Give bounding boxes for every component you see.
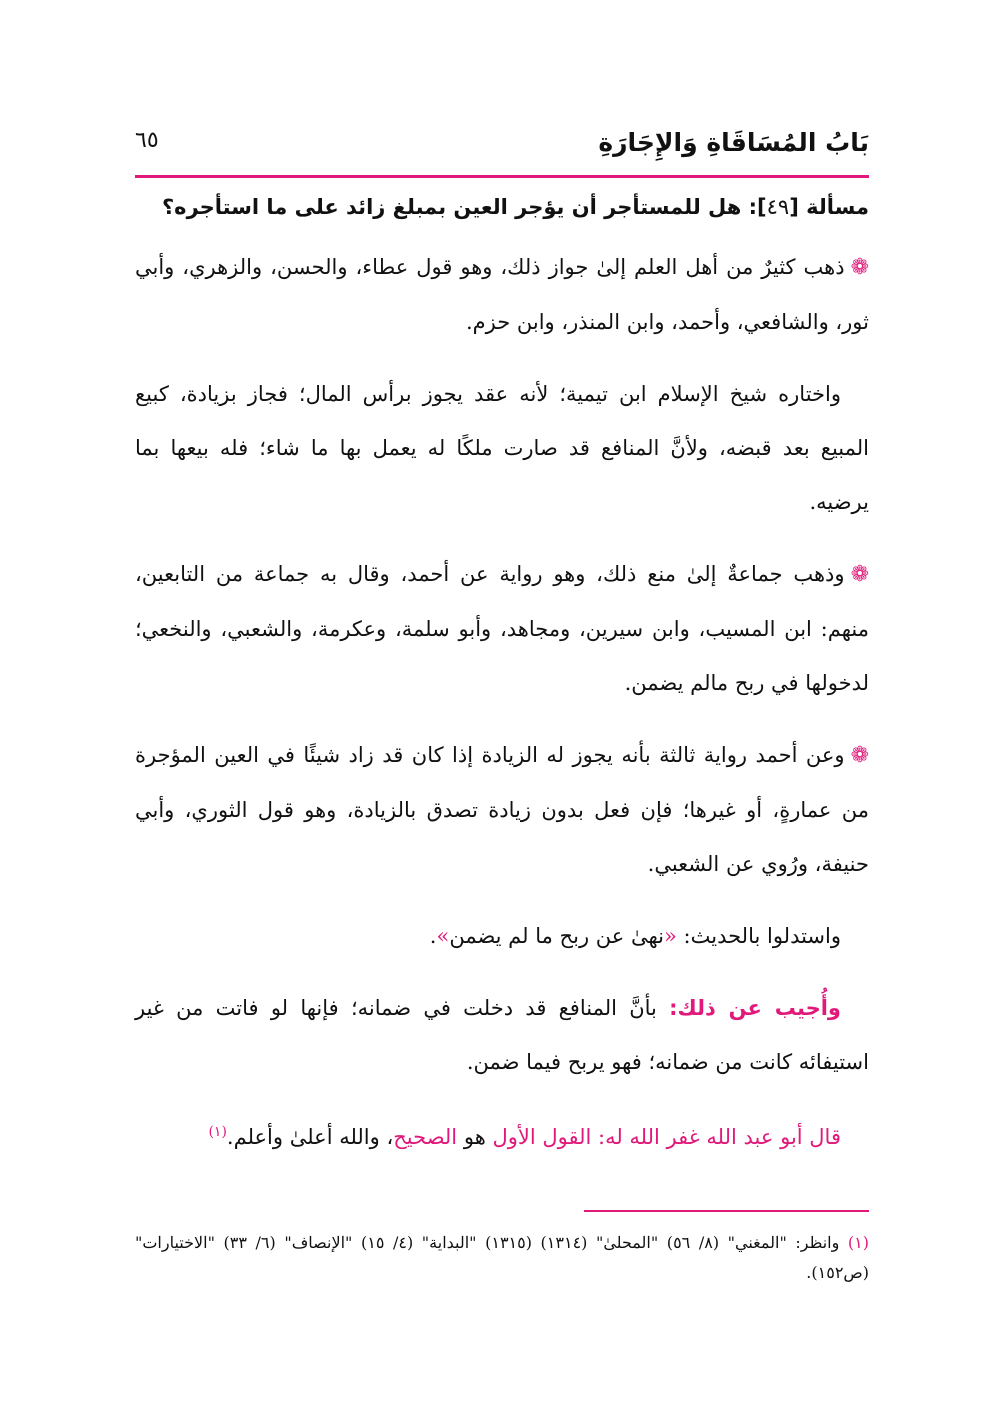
evidence-intro: واستدلوا بالحديث: xyxy=(683,924,841,948)
paragraph-1-text: ذهب كثيرٌ من أهل العلم إلىٰ جواز ذلك، وهو قول عطاء، والحسن، والزهري، وأبي ثور، والشافعي، وأحمد، وابن المنذر، وابن حزم. xyxy=(135,255,869,334)
question-text: هل للمستأجر أن يؤجر العين بمبلغ زائد على ما استأجره؟ xyxy=(161,195,742,219)
conclusion-verdict: الصحيح xyxy=(393,1125,458,1149)
answer-label: وأُجيب عن ذلك: xyxy=(669,996,841,1020)
footnote-divider xyxy=(584,1210,869,1212)
question-heading xyxy=(135,192,869,222)
footnote-number: (١) xyxy=(847,1233,870,1252)
question-prefix: مسألة [ xyxy=(789,195,869,219)
conclusion-author: قال أبو عبد الله غفر الله له: xyxy=(598,1125,841,1149)
quote-close-mark: » xyxy=(436,924,450,948)
paragraph-4-text: وعن أحمد رواية ثالثة بأنه يجوز له الزيادة إذا كان قد زاد شيئًا في العين المؤجرة من عمارةٍ، أو غيرها؛ فإن فعل بدون زيادة تصدق بالزيادة، وهو قول الثوري، وأبي حنيفة، ورُوي عن الشعبي. xyxy=(135,743,869,876)
paragraph-3 xyxy=(135,547,869,710)
conclusion xyxy=(135,1107,869,1162)
flower-icon: ❁ xyxy=(850,255,869,280)
quote-open-mark: « xyxy=(664,924,677,948)
question-suffix: ]: xyxy=(748,195,767,219)
footnote xyxy=(135,1228,869,1288)
flower-icon: ❁ xyxy=(850,743,869,768)
conclusion-middle: هو xyxy=(463,1125,486,1149)
main-content xyxy=(135,192,869,1162)
answer-text: بأنَّ المنافع قد دخلت في ضمانه؛ فإنها لو فاتت من غير استيفائه كانت من ضمانه؛ فهو يربح فيما ضمن. xyxy=(135,996,869,1074)
paragraph-6 xyxy=(135,981,869,1089)
conclusion-chosen: القول الأول xyxy=(492,1125,592,1149)
conclusion-tail: ، والله أعلىٰ وأعلم. xyxy=(226,1125,394,1149)
page-number: ٦٥ xyxy=(135,128,159,153)
footnote-text: وانظر: "المغني" (٨/ ٥٦) "المحلىٰ" (١٣١٤) (١٣١٥) "البداية" (٤/ ١٥) "الإنصاف" (٦/ ٣٣) "الاختيارات" (ص١٥٢). xyxy=(135,1233,869,1282)
paragraph-5: واستدلوا بالحديث: «نهىٰ عن ربح ما لم يضمن». xyxy=(429,924,841,948)
chapter-title: بَابُ المُسَاقَاةِ وَالإِجَارَةِ xyxy=(598,128,869,157)
paragraph-4 xyxy=(135,728,869,891)
flower-icon: ❁ xyxy=(850,562,869,587)
paragraph-2: واختاره شيخ الإسلام ابن تيمية؛ لأنه عقد يجوز برأس المال؛ فجاز بزيادة، كبيع المبيع بعد قبضه، ولأنَّ المنافع قد صارت ملكًا له يعمل بها ما شاء؛ فله بيعها بما يرضيه. xyxy=(135,382,869,514)
paragraph-1 xyxy=(135,240,869,349)
header-divider xyxy=(135,175,869,178)
hadith-quote: نهىٰ عن ربح ما لم يضمن xyxy=(449,924,664,948)
question-number: ٤٩ xyxy=(766,195,790,219)
footnote-reference[interactable]: (١) xyxy=(208,1124,227,1140)
paragraph-3-text: وذهب جماعةٌ إلىٰ منع ذلك، وهو رواية عن أحمد، وقال به جماعة من التابعين، منهم: ابن المسيب، وابن سيرين، ومجاهد، وأبو سلمة، وعكرمة، والشعبي، والنخعي؛ لدخولها في ربح مالم يضمن. xyxy=(135,562,869,695)
